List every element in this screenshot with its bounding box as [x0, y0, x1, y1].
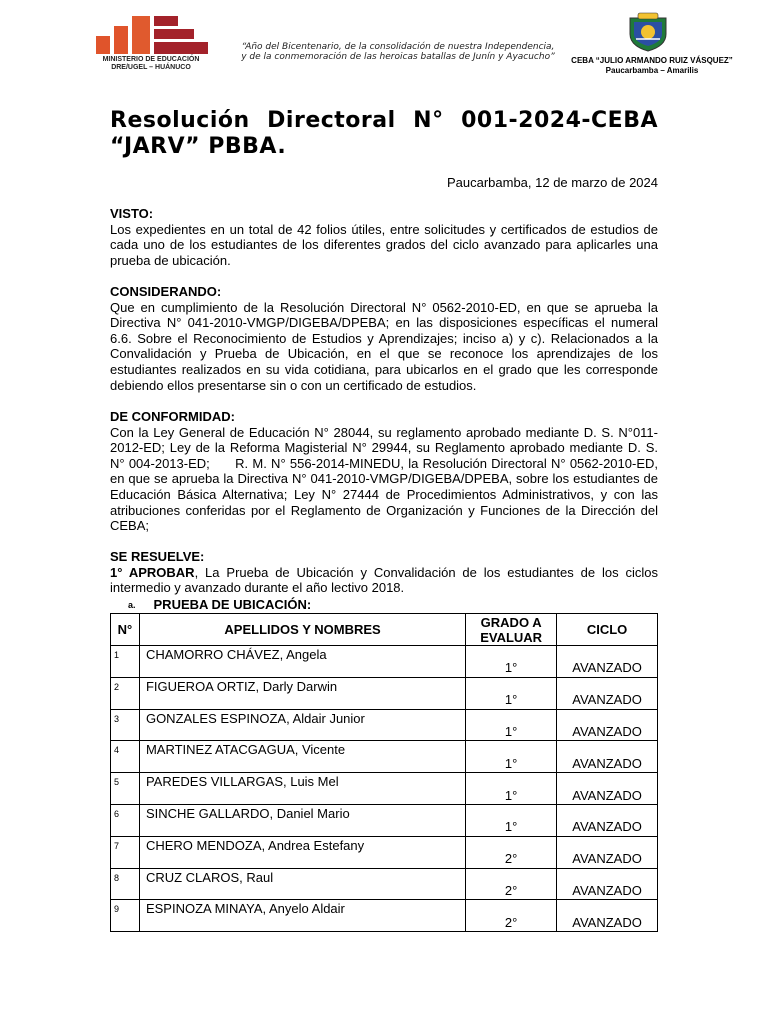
ministry-line-2: DRE/UGEL – HUÁNUCO [111, 64, 191, 71]
ministry-logo [96, 16, 208, 54]
row-number: 7 [111, 836, 140, 868]
subsection-heading [128, 597, 311, 613]
student-name: GONZALES ESPINOZA, Aldair Junior [139, 709, 465, 741]
school-place: Paucarbamba – Amarilis [605, 66, 699, 75]
table-row [111, 677, 658, 709]
student-grade: 1° [466, 804, 557, 836]
motto-line-2: y de la conmemoración de las heroicas batallas de Junín y Ayacucho” [241, 52, 555, 62]
ministry-line-1: MINISTERIO DE EDUCACIÓN [102, 56, 200, 63]
ministry-caption [86, 56, 216, 72]
row-number: 9 [111, 900, 140, 932]
table-row [111, 709, 658, 741]
school-crest [626, 12, 670, 52]
table-row [111, 804, 658, 836]
header-cycle: CICLO [557, 614, 658, 646]
student-grade: 2° [466, 868, 557, 900]
considerando-text: Que en cumplimiento de la Resolución Directoral N° 0562-2010-ED, en que se aprueba la Directiva N° 041-2010-VMGP/DIGEBA/DPEBA; en las disposiciones específicas el numeral 6.6. Sobre el Reconocimiento de Estudios y Aprendizajes; inciso a) y c). Relacionados a la Convalidación y Prueba de Ubicación, en el que se reconoce los aprendizajes de los estudiantes realizados en su vida cotidiana, para ubicarlos en el grado que les corresponde debiendo ellos presentarse sin o con un certificado de estudios. [110, 299, 658, 393]
row-number: 6 [111, 804, 140, 836]
table-row [111, 868, 658, 900]
student-grade: 1° [466, 677, 557, 709]
resuelve-item [110, 565, 658, 596]
student-grade: 2° [466, 836, 557, 868]
document-title: Resolución Directoral N° 001-2024-CEBA “JARV” PBBA. [110, 108, 658, 159]
student-name: MARTINEZ ATACGAGUA, Vicente [139, 741, 465, 773]
student-grade: 1° [466, 646, 557, 678]
student-name: CHERO MENDOZA, Andrea Estefany [139, 836, 465, 868]
student-name: FIGUEROA ORTIZ, Darly Darwin [139, 677, 465, 709]
conformidad-text: Con la Ley General de Educación N° 28044, su reglamento aprobado mediante D. S. N°011-2012-ED; Ley de la Reforma Magisterial N° 29944, su Reglamento aprobado mediante D. S. N° 004-2013-ED; R. M. N° 556-2014-MINEDU, la Resolución Directoral N° 0562-2010-ED, en que se aprueba la Directiva N° 041-2010-VMGP/DIGEBA/DPEBA, sobre los estudiantes de Educación Básica Alternativa; Ley N° 27444 de Procedimientos Administrativos, y con las atribuciones conferidas por el Reglamento de Organización y Funciones de la Dirección del CEBA; [110, 424, 662, 534]
visto-section [110, 206, 658, 268]
row-number: 1 [111, 646, 140, 678]
row-number: 2 [111, 677, 140, 709]
document-date: Paucarbamba, 12 de marzo de 2024 [446, 175, 658, 190]
table-body [111, 646, 658, 932]
student-grade: 1° [466, 709, 557, 741]
student-cycle: AVANZADO [557, 900, 658, 932]
header-name: APELLIDOS Y NOMBRES [139, 614, 465, 646]
student-cycle: AVANZADO [557, 868, 658, 900]
table-row [111, 773, 658, 805]
student-cycle: AVANZADO [557, 836, 658, 868]
header-grade-line-1: GRADO A [480, 614, 542, 630]
subsection-title: PRUEBA DE UBICACIÓN: [153, 597, 312, 612]
header-grade [466, 614, 557, 646]
table-row [111, 741, 658, 773]
student-cycle: AVANZADO [557, 804, 658, 836]
student-cycle: AVANZADO [557, 773, 658, 805]
conformidad-heading: DE CONFORMIDAD: [110, 409, 235, 424]
letterhead [0, 0, 768, 90]
considerando-heading: CONSIDERANDO: [110, 284, 222, 299]
row-number: 5 [111, 773, 140, 805]
year-motto [230, 42, 566, 62]
student-grade: 2° [466, 900, 557, 932]
row-number: 4 [111, 741, 140, 773]
student-cycle: AVANZADO [557, 677, 658, 709]
table-row [111, 646, 658, 678]
row-number: 8 [111, 868, 140, 900]
students-table [110, 613, 658, 932]
considerando-section [110, 284, 658, 393]
student-name: CRUZ CLAROS, Raul [139, 868, 465, 900]
row-number: 3 [111, 709, 140, 741]
header-num: N° [111, 614, 140, 646]
school-name: CEBA “JULIO ARMANDO RUIZ VÁSQUEZ” [571, 56, 733, 65]
table-header [111, 614, 658, 646]
subsection-letter: a. [128, 600, 136, 610]
resuelve-item-label: 1° APROBAR [110, 564, 195, 580]
student-name: ESPINOZA MINAYA, Anyelo Aldair [139, 900, 465, 932]
student-cycle: AVANZADO [557, 741, 658, 773]
conformidad-section [110, 409, 662, 534]
table-row [111, 836, 658, 868]
student-grade: 1° [466, 773, 557, 805]
visto-heading: VISTO: [110, 206, 154, 221]
student-grade: 1° [466, 741, 557, 773]
header-grade-line-2: EVALUAR [480, 629, 543, 645]
resuelve-heading: SE RESUELVE: [110, 549, 205, 564]
visto-text: Los expedientes en un total de 42 folios útiles, entre solicitudes y certificados de estudios de cada uno de los estudiantes de los diferentes grados del ciclo avanzado para aplicarles una prueba de ubicación. [110, 221, 658, 268]
student-cycle: AVANZADO [557, 709, 658, 741]
resuelve-item-text: , La Prueba de Ubicación y Convalidación de los estudiantes de los ciclos intermedio y avanzado durante el año lectivo 2018. [110, 564, 658, 596]
motto-line-1: “Año del Bicentenario, de la consolidación de nuestra Independencia, [241, 42, 555, 52]
student-name: SINCHE GALLARDO, Daniel Mario [139, 804, 465, 836]
student-name: CHAMORRO CHÁVEZ, Angela [139, 646, 465, 678]
resuelve-section [110, 549, 658, 596]
student-cycle: AVANZADO [557, 646, 658, 678]
student-name: PAREDES VILLARGAS, Luis Mel [139, 773, 465, 805]
table-row [111, 900, 658, 932]
